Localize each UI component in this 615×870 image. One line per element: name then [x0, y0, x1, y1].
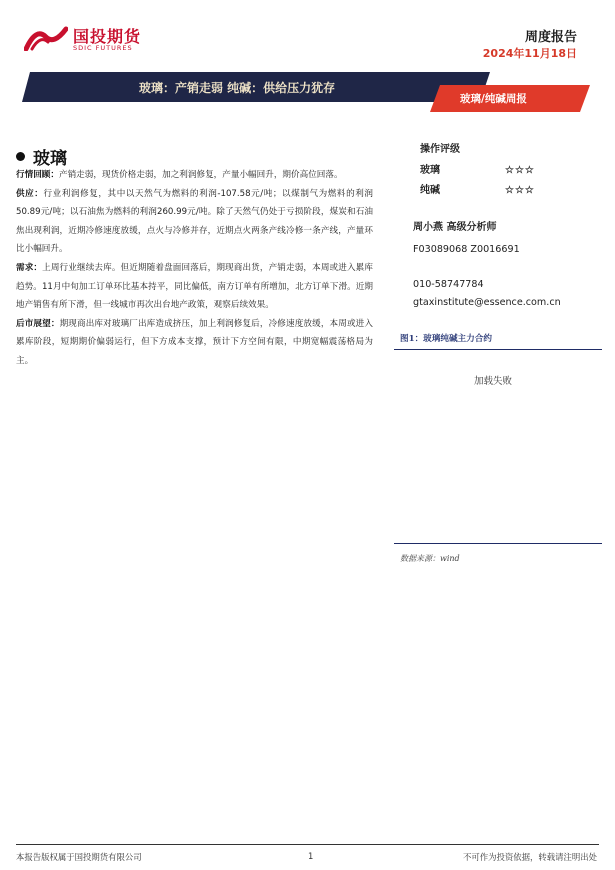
rating-name: 纯碱	[420, 185, 440, 196]
footer-copyright: 本报告版权属于国投期货有限公司	[16, 852, 142, 862]
banner-tag: 玻璃/纯碱周报	[460, 93, 527, 105]
title-banner	[22, 72, 590, 112]
rating-row-soda-ash	[420, 181, 610, 201]
footer-disclaimer: 不可作为投资依据，转载请注明出处	[463, 852, 597, 862]
report-date: 2024年11月18日	[482, 47, 577, 60]
footer-divider	[16, 844, 599, 845]
company-logo	[24, 23, 174, 55]
paragraph-text: 行业利润修复，其中以天然气为燃料的利润-107.58元/吨；以煤制气为燃料的利润50.89元/吨；以石油焦为燃料的利润260.99元/吨。除了天然气仍处于亏损阶段，煤炭和石油焦出现利润，近期冷修速度放缓，点火与冷修并存，近期点火两条产线冷修一条产线，产量环比小幅回升。	[16, 188, 373, 255]
logo-text-en: SDIC FUTURES	[73, 44, 133, 52]
paragraph-label: 供应：	[16, 188, 44, 199]
rating-heading: 操作评级	[420, 144, 460, 155]
logo-mark-icon	[24, 25, 68, 51]
paragraph-label: 后市展望：	[16, 318, 60, 329]
rating-row-glass	[420, 161, 610, 181]
page-number: 1	[308, 851, 314, 861]
paragraph-label: 需求：	[16, 262, 43, 273]
logo-text-cn: 国投期货	[73, 27, 142, 46]
paragraph-outlook	[16, 315, 373, 371]
rating-panel	[420, 140, 610, 201]
analyst-info	[413, 218, 613, 312]
paragraph-market-review	[16, 166, 373, 185]
paragraph-text: 上周行业继续去库。但近期随着盘面回落后，期现商出货，产销走弱，本周或进入累库趋势。11月中旬加工订单环比基本持平，同比偏低，南方订单有所增加，北方订单下滑。近期地产销售有所下滑，但一线城市再次出台地产政策，观察后续效果。	[16, 262, 373, 311]
banner-title: 玻璃：产销走弱 纯碱：供给压力犹存	[139, 81, 336, 95]
figure-divider-bottom	[394, 543, 602, 544]
figure-source: 数据来源：wind	[400, 554, 460, 563]
paragraph-demand	[16, 259, 373, 315]
section-title: 玻璃	[33, 149, 67, 169]
star-rating-icon: ☆☆☆	[505, 165, 535, 176]
paragraph-label: 行情回顾：	[16, 170, 59, 180]
rating-name: 玻璃	[420, 165, 440, 176]
star-rating-icon: ☆☆☆	[505, 185, 535, 196]
figure-load-failed: 加载失败	[474, 376, 513, 387]
analyst-email[interactable]: gtaxinstitute@essence.com.cn	[413, 297, 561, 308]
paragraph-text: 产销走弱，现货价格走弱，加之利润修复，产量小幅回升，期价高位回落。	[58, 170, 343, 180]
figure-title: 图1：玻璃纯碱主力合约	[400, 334, 492, 344]
analyst-license: F03089068 Z0016691	[413, 244, 520, 255]
report-body	[16, 166, 373, 371]
analyst-phone: 010-58747784	[413, 279, 484, 290]
paragraph-text: 期现商出库对玻璃厂出库造成挤压，加上利润修复后，冷修速度放缓，本周或进入累库阶段，短期期价偏弱运行，但下方成本支撑，预计下方空间有限，中期宽幅震荡格局为主。	[16, 318, 373, 366]
paragraph-supply	[16, 185, 373, 259]
figure-divider-top	[394, 349, 602, 350]
bullet-icon	[16, 152, 25, 161]
analyst-name: 周小燕 高级分析师	[413, 222, 497, 233]
report-type: 周度报告	[524, 30, 577, 45]
